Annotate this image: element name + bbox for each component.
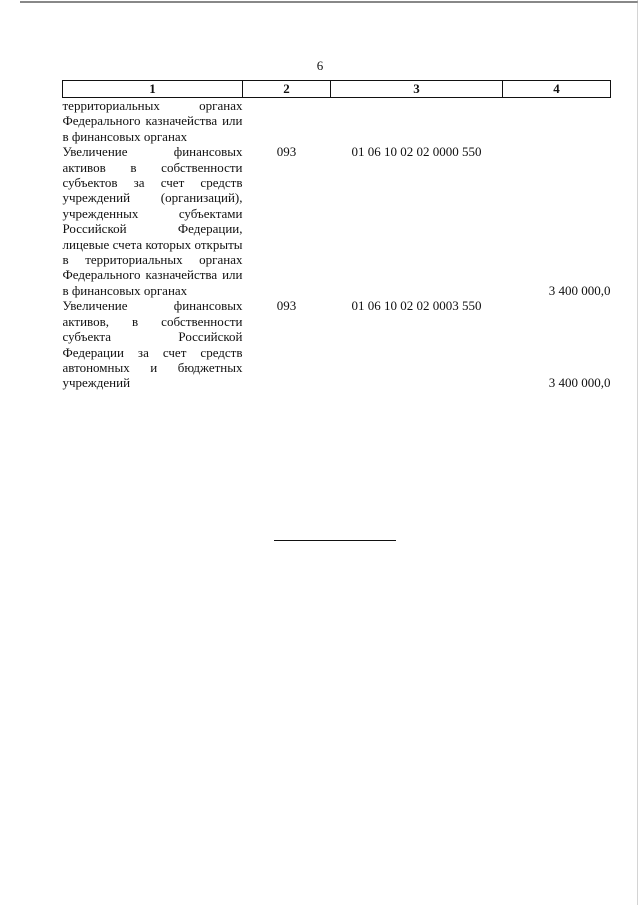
column-header-3: 3 xyxy=(331,81,503,98)
row-classification-code: 01 06 10 02 02 0000 550 xyxy=(351,144,482,160)
row-admin-code: 093 xyxy=(276,144,297,160)
column-header-2: 2 xyxy=(243,81,331,98)
table-header-row xyxy=(63,81,611,98)
row-classification-code: 01 06 10 02 02 0003 550 xyxy=(351,298,482,314)
row-amount: 3 400 000,0 xyxy=(548,375,611,391)
row-description: Увеличение финансовых активов, в собственности субъекта Российской Федерации за счет средств автономных и бюджетных учреждений xyxy=(62,298,243,391)
column-header-4: 4 xyxy=(503,81,611,98)
row-classification-code xyxy=(331,98,503,145)
row-description: территориальных органах Федерального казначейства или в финансовых органах xyxy=(62,98,243,144)
column-header-1: 1 xyxy=(63,81,243,98)
row-amount: 3 400 000,0 xyxy=(548,282,611,298)
row-admin-code xyxy=(243,98,331,145)
row-amount xyxy=(503,98,611,145)
table-row xyxy=(63,144,611,298)
budget-sources-table xyxy=(62,80,611,391)
row-admin-code: 093 xyxy=(276,298,297,314)
end-of-document-rule xyxy=(274,540,396,541)
scan-edge-right xyxy=(637,0,638,905)
page-number: 6 xyxy=(316,58,324,73)
row-description: Увеличение финансовых активов в собственности субъектов за счет средств учреждений (организаций), учрежденных субъектами Российской Федерации, лицевые счета которых открыты в территориальных органах Федерального казначейства или в финансовых органах xyxy=(62,144,243,298)
scan-edge-top xyxy=(20,1,638,3)
table-row xyxy=(63,98,611,145)
table-row xyxy=(63,298,611,390)
